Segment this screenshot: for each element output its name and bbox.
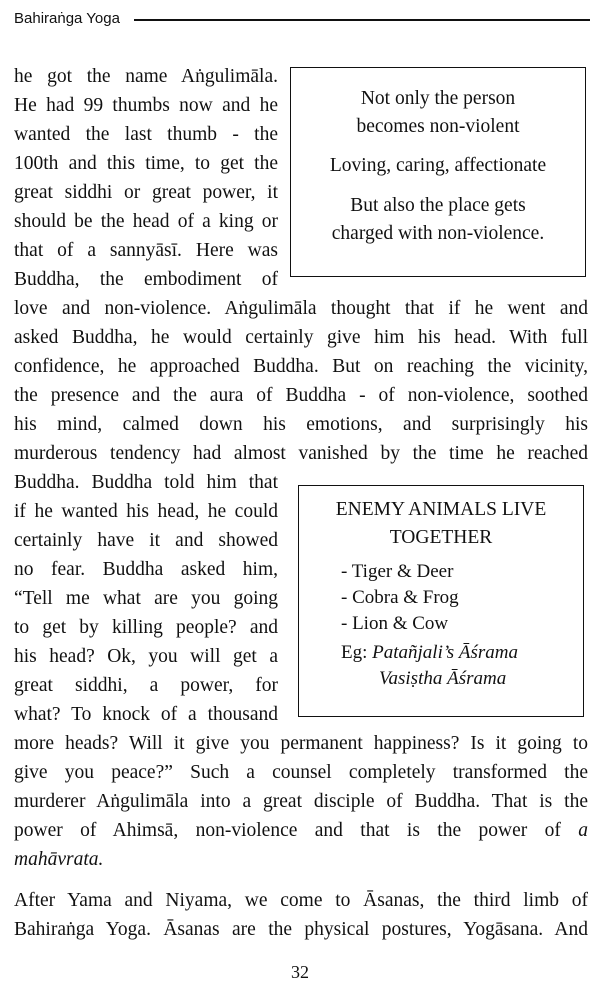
box-text-line: Not only the person (360, 88, 516, 109)
text-line (14, 816, 588, 845)
italic-word: mahāvrata. (14, 849, 104, 870)
text-line: wanted the last thumb - the (14, 124, 278, 145)
text-line: that of a sannyāsī. Here was (14, 240, 278, 261)
sidebar-box-nonviolence (290, 67, 586, 277)
text-line: give you peace?” Such a counsel completely transformed the (14, 762, 588, 783)
box-text-line: charged with non-violence. (331, 223, 545, 244)
text-line: great siddhi or great power, it (14, 182, 278, 203)
box-title-line: ENEMY ANIMALS LIVE (335, 499, 547, 520)
box-text-line: Loving, caring, affectionate (329, 155, 547, 176)
box-text-line: becomes non-violent (356, 116, 520, 137)
text-line: love and non-violence. Aṅgulimāla thought that if he went and (14, 298, 588, 319)
page-number: 32 (291, 962, 309, 982)
text-line: what? To knock of a thousand (14, 704, 278, 725)
box-title-line: TOGETHER (389, 527, 493, 548)
text-line: great siddhi, a power, for (14, 675, 278, 696)
text-line: 100th and this time, to get the (14, 153, 278, 174)
text-line: if he wanted his head, he could (14, 501, 278, 522)
text-line: his head? Ok, you will get a (14, 646, 278, 667)
text-line: Bahiraṅga Yoga. Āsanas are the physical postures, Yogāsana. And (14, 919, 588, 940)
box-example-line (341, 640, 518, 666)
box-list-item: - Cobra & Frog (341, 587, 459, 608)
text-line: the presence and the aura of Buddha - of non-violence, soothed (14, 385, 588, 406)
header-rule (134, 19, 590, 21)
text-line: Buddha, the embodiment of (14, 269, 278, 290)
text-line: murderous tendency had almost vanished by the time he reached (14, 443, 588, 464)
text-line: Buddha. Buddha told him that (14, 472, 278, 493)
text-line: no fear. Buddha asked him, (14, 559, 278, 580)
example-label: Eg: (341, 642, 368, 663)
text-span: power of Ahimsā, non-violence and that is the power of (14, 820, 561, 841)
text-line (14, 845, 103, 874)
box-text-line: But also the place gets (350, 195, 526, 216)
text-line: murderer Aṅgulimāla into a great disciple of Buddha. That is the (14, 791, 588, 812)
text-line: After Yama and Niyama, we come to Āsanas, the third limb of (14, 890, 588, 911)
text-line: should be the head of a king or (14, 211, 278, 232)
box-list-item: - Tiger & Deer (341, 561, 454, 582)
running-header (14, 8, 590, 30)
italic-word: a (578, 820, 589, 841)
text-line: asked Buddha, he would certainly give him his head. With full (14, 327, 588, 348)
example-item: Patañjali’s Āśrama (372, 642, 518, 663)
sidebar-box-enemy-animals (298, 485, 584, 717)
text-line: confidence, he approached Buddha. But on reaching the vicinity, (14, 356, 588, 377)
text-line: “Tell me what are you going (14, 588, 278, 609)
text-line: certainly have it and showed (14, 530, 278, 551)
text-line: He had 99 thumbs now and he (14, 95, 278, 116)
text-line: his mind, calmed down his emotions, and surprisingly his (14, 414, 588, 435)
text-line: more heads? Will it give you permanent happiness? Is it going to (14, 733, 588, 754)
example-item: Vasiṣtha Āśrama (379, 668, 507, 689)
header-title: Bahiraṅga Yoga (14, 8, 124, 30)
text-line: to get by killing people? and (14, 617, 278, 638)
box-list-item: - Lion & Cow (341, 613, 449, 634)
text-line: he got the name Aṅgulimāla. (14, 66, 278, 87)
